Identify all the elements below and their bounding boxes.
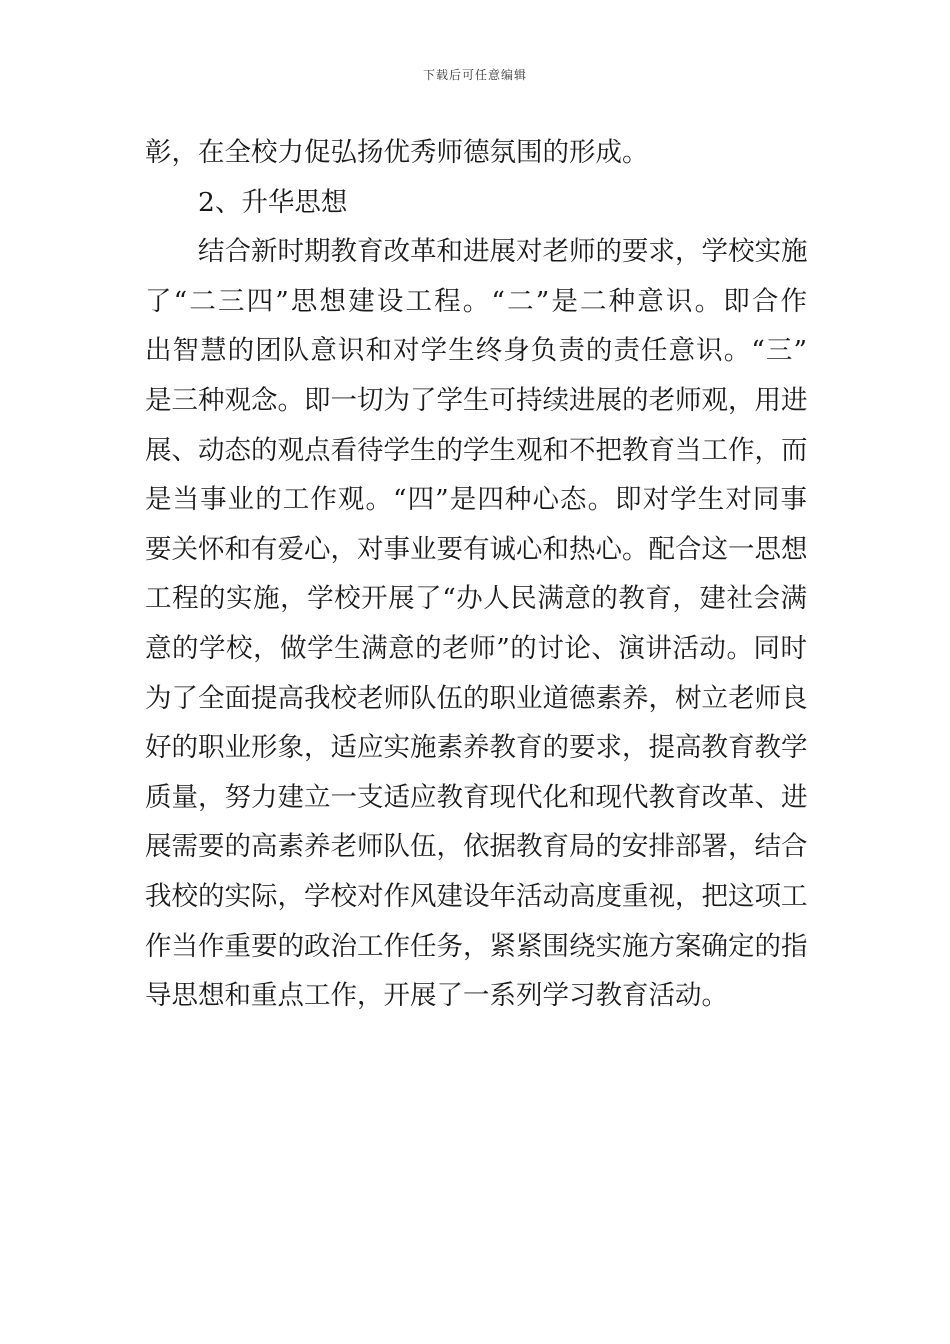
text-line: 是三种观念。即一切为了学生可持续进展的老师观，用进: [145, 384, 808, 416]
text-line: 要关怀和有爱心，对事业要有诚心和热心。配合这一思想: [145, 533, 808, 565]
text-line: 彰，在全校力促弘扬优秀师德氛围的形成。: [145, 137, 649, 168]
text-line: 为了全面提高我校老师队伍的职业道德素养，树立老师良: [145, 682, 808, 714]
text-line: 作当作重要的政治工作任务，紧紧围绕实施方案确定的指: [145, 930, 808, 962]
text-line: 导思想和重点工作，开展了一系列学习教育活动。: [145, 980, 728, 1012]
text-line: 展需要的高素养老师队伍，依据教育局的安排部署，结合: [145, 831, 808, 863]
section-heading: 2、升华思想: [198, 186, 348, 218]
text-line: 出智慧的团队意识和对学生终身负责的责任意识。“三”: [145, 335, 807, 367]
text-line: 意的学校，做学生满意的老师”的讨论、演讲活动。同时: [145, 632, 807, 664]
text-line: 质量，努力建立一支适应教育现代化和现代教育改革、进: [145, 781, 808, 813]
text-line: 我校的实际，学校对作风建设年活动高度重视，把这项工: [145, 880, 808, 912]
text-line: 展、动态的观点看待学生的学生观和不把教育当工作，而: [145, 434, 808, 466]
text-line: 结合新时期教育改革和进展对老师的要求，学校实施: [198, 236, 808, 268]
text-line: 好的职业形象，适应实施素养教育的要求，提高教育教学: [145, 732, 808, 764]
document-body: [145, 128, 807, 1021]
page-header-note: 下载后可任意编辑: [422, 68, 527, 82]
text-line: 工程的实施，学校开展了“办人民满意的教育，建社会满: [145, 583, 807, 615]
text-line: 是当事业的工作观。“四”是四种心态。即对学生对同事: [145, 484, 807, 516]
text-line: 了“二三四”思想建设工程。“二”是二种意识。即合作: [145, 285, 807, 317]
